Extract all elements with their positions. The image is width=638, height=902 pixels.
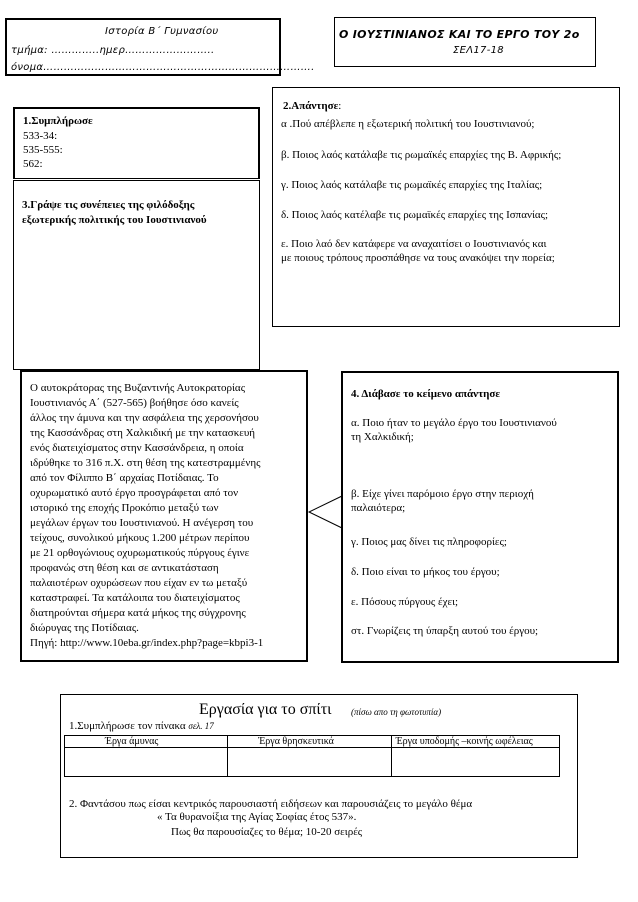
homework-task1-ref: σελ. 17	[188, 721, 214, 731]
class-date-field[interactable]: τμήμα: …………..ημερ……………………..	[11, 45, 215, 56]
question-item: β. Ποιος λαός κατάλαβε τις ρωμαϊκές επαρχίες της Β. Αφρικής;	[281, 149, 562, 161]
table-header-infrastructure: Έργα υποδομής –κοινής ωφέλειας	[391, 736, 559, 748]
reading-question: γ. Ποιος μας δίνει τις πληροφορίες;	[351, 536, 507, 548]
table-header-defense: Έργα άμυνας	[65, 736, 228, 748]
passage-line: καταστραφεί. Τα κατάλοιπα του διατειχίσματος	[30, 592, 240, 604]
passage-line: ιδρύθηκε το 316 π.Χ. στη θέση της κατεστραμμένης	[30, 457, 261, 469]
passage-line: από τον Φίλιππο Β΄ αρχαίας Ποτίδαιας. Το	[30, 472, 219, 484]
date-item: 535-555:	[23, 144, 63, 156]
subject-label: Ιστορία Β΄ Γυμνασίου	[105, 26, 219, 37]
section3-heading-line2: εξωτερικής πολιτικής του Ιουστινιανού	[22, 214, 207, 226]
question-item: γ. Ποιος λαός κατάλαβε τις ρωμαϊκές επαρχίες της Ιταλίας;	[281, 179, 543, 191]
passage-line: τείχους, συνολικού μήκους 1.200 μέτρων περίπου	[30, 532, 250, 544]
passage-line: διατηρούνται σήμερα κατά μήκος της σύγχρονης	[30, 607, 246, 619]
section4-heading: 4. Διάβασε το κείμενο απάντησε	[351, 388, 501, 400]
question-item: ε. Ποιο λαό δεν κατάφερε να αναχαιτίσει ο Ιουστινιανός και	[281, 238, 547, 250]
passage-source: Πηγή: http://www.10eba.gr/index.php?page=kbpi3-1	[30, 637, 264, 649]
reading-question: δ. Ποιο είναι το μήκος του έργου;	[351, 566, 500, 578]
passage-line: Ιουστινιανός Α΄ (527-565) βοήθησε όσο κανείς	[30, 397, 239, 409]
table-cell-infrastructure[interactable]	[391, 748, 559, 777]
connector-arrow-icon	[308, 492, 342, 532]
passage-line: μεγάλων έργων του Ιουστινιανού. Η ανέγερση του	[30, 517, 254, 529]
question-item: α .Πού απέβλεπε η εξωτερική πολιτική του Ιουστινιανού;	[281, 118, 535, 130]
passage-line: της Κασσάνδρας στη Χαλκιδική με την κατασκευή	[30, 427, 256, 439]
homework-task2-topic: « Τα θυρανοίξια της Αγίας Σοφίας έτος 537».	[157, 811, 357, 823]
worksheet-title: Ο ΙΟΥΣΤΙΝΙΑΝΟΣ ΚΑΙ ΤΟ ΕΡΓΟ ΤΟΥ 2ο	[339, 28, 580, 41]
fill-in-dates-section	[13, 107, 260, 179]
student-info-box	[5, 18, 315, 76]
date-item: 533-34:	[23, 130, 58, 142]
reading-question: α. Ποιο ήταν το μεγάλο έργο του Ιουστινιανού	[351, 417, 557, 429]
reading-questions-section	[341, 371, 619, 663]
reading-passage-box	[20, 370, 308, 662]
section3-heading-line1: 3.Γράψε τις συνέπειες της φιλόδοξης	[22, 199, 195, 211]
table-cell-religious[interactable]	[228, 748, 391, 777]
date-item: 562:	[23, 158, 43, 170]
page-reference: ΣΕΛ17-18	[453, 45, 504, 56]
passage-line: με 21 ορθογώνιους οχυρωματικούς πύργους έγινε	[30, 547, 250, 559]
consequences-section	[13, 180, 260, 370]
works-table	[64, 735, 560, 777]
reading-question-continued: τη Χαλκιδική;	[351, 431, 414, 443]
homework-task2-instruction: Πως θα παρουσίαζες το θέμα; 10-20 σειρές	[171, 826, 363, 838]
homework-subtitle: (πίσω απο τη φωτοτυπία)	[351, 707, 442, 717]
answer-questions-section	[272, 87, 620, 327]
question-item: δ. Ποιος λαός κατέλαβε τις ρωμαϊκές επαρχίες της Ισπανίας;	[281, 209, 549, 221]
reading-question: ε. Πόσους πύργους έχει;	[351, 596, 459, 608]
passage-line: ιστορικό της εποχής Προκόπιο μεταξύ των	[30, 502, 219, 514]
passage-line: Ο αυτοκράτορας της Βυζαντινής Αυτοκρατορίας	[30, 382, 246, 394]
reading-question: στ. Γνωρίζεις τη ύπαρξη αυτού του έργου;	[351, 625, 539, 637]
homework-task1: 1.Συμπλήρωσε τον πίνακα	[69, 720, 186, 732]
passage-line: διώρυγας της Ποτίδαιας.	[30, 622, 139, 634]
student-name-field[interactable]: όνομα…………………………………………………………………….	[11, 62, 315, 73]
question-item-continued: με ποιους τρόπους προσπάθησε να τους ανακόψει την πορεία;	[281, 252, 555, 264]
section1-heading: 1.Συμπλήρωσε	[23, 115, 93, 127]
homework-title: Εργασία για το σπίτι	[199, 701, 332, 718]
passage-line: οχυρωματικό αυτό έργο προσγράφεται από τον	[30, 487, 239, 499]
reading-question-continued: παλαιότερα;	[351, 502, 406, 514]
passage-line: προφανώς στη θέση και σε αντικατάσταση	[30, 562, 219, 574]
worksheet-title-box	[334, 17, 596, 67]
table-header-religious: Έργα θρησκευτικά	[228, 736, 391, 748]
homework-task2: 2. Φαντάσου πως είσαι κεντρικός παρουσιαστή ειδήσεων και παρουσιάζεις το μεγάλο θέμα	[69, 798, 473, 810]
reading-question: β. Είχε γίνει παρόμοιο έργο στην περιοχή	[351, 488, 534, 500]
homework-task1-wrap	[69, 720, 214, 732]
section2-heading: 2.Απάντησε	[283, 100, 339, 112]
passage-line: άλλος την άμυνα και την ασφάλεια της χερσονήσου	[30, 412, 259, 424]
passage-line: παλαιοτέρων οχυρώσεων που είχαν εν τω μεταξύ	[30, 577, 248, 589]
table-cell-defense[interactable]	[65, 748, 228, 777]
section2-heading-wrap	[283, 99, 341, 113]
section2-colon: :	[338, 100, 342, 112]
homework-box	[60, 694, 578, 858]
passage-line: ενός διατειχίσματος στην Κασσάνδρεια, η οποία	[30, 442, 244, 454]
